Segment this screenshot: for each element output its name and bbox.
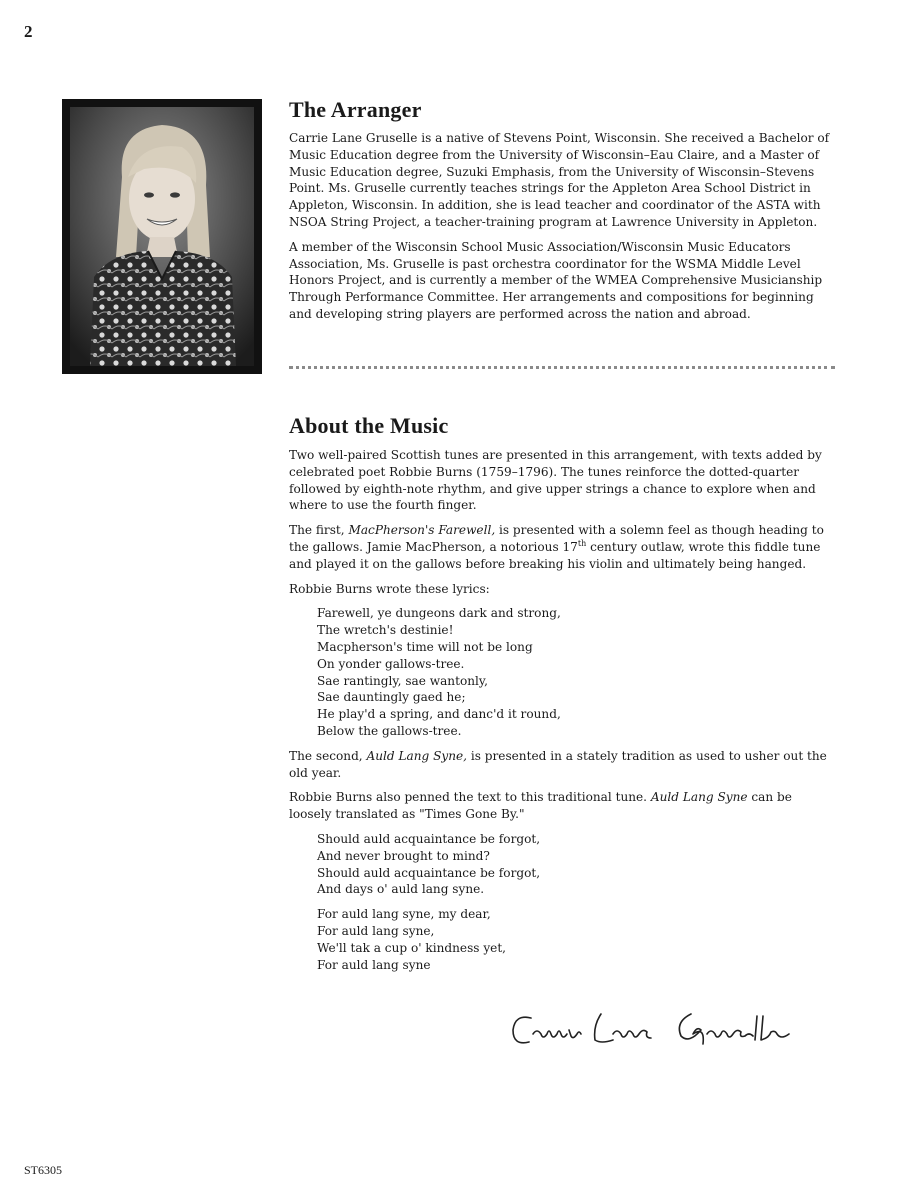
music-intro-paragraph: Two well-paired Scottish tunes are presented in this arrangement, with texts added by celebrated poet Robbie Burns (1759–1796). The tunes reinforce the dotted-quarter followed by eighth-note rhythm, and give upper strings a chance to explore when and where to use the fourth finger. xyxy=(289,448,822,513)
poem-line: We'll tak a cup o' kindness yet, xyxy=(317,940,507,955)
poem-line: The wretch's destinie! xyxy=(317,623,454,638)
tune-title: Auld Lang Syne, xyxy=(366,748,467,763)
section-divider xyxy=(289,366,835,369)
about-music-section xyxy=(289,413,837,973)
catalog-code: ST6305 xyxy=(24,1163,63,1177)
poem-line: For auld lang syne, my dear, xyxy=(317,907,491,922)
burns-paragraph: Robbie Burns also penned the text to this traditional tune. Auld Lang Syne can be loosely translated as "Times Gone By." xyxy=(289,790,792,822)
poem-line: He play'd a spring, and danc'd it round, xyxy=(317,707,561,722)
about-music-heading: About the Music xyxy=(289,413,449,438)
poem-line: Should auld acquaintance be forgot, xyxy=(317,865,541,880)
poem-line: Macpherson's time will not be long xyxy=(317,639,533,654)
second-tune-paragraph: The second, Auld Lang Syne, is presented in a stately tradition as used to usher out the old year. xyxy=(289,748,827,780)
arranger-photo xyxy=(62,99,262,374)
portrait-image xyxy=(70,107,254,366)
page-number: 2 xyxy=(24,22,33,41)
tune-title: MacPherson's Farewell, xyxy=(348,523,496,538)
poem-line: Below the gallows-tree. xyxy=(317,723,462,738)
signature xyxy=(505,1000,805,1060)
poem-line: For auld lang syne xyxy=(317,957,431,972)
poem-line: And never brought to mind? xyxy=(317,848,490,863)
poem-line: And days o' auld lang syne. xyxy=(317,882,485,897)
arranger-bio-paragraph: Carrie Lane Gruselle is a native of Stevens Point, Wisconsin. She received a Bachelor of Music Education degree from the University of Wisconsin–Eau Claire, and a Master of Music Education degree, Suzuki Emphasis, from the University of Wisconsin–Stevens Point. Ms. Gruselle currently teaches strings for the Appleton Area School District in Appleton, Wisconsin. In addition, she is lead teacher and coordinator of the ASTA with NSOA String Project, a teacher-training program at Lawrence University in Appleton. xyxy=(289,131,830,229)
poem-line: For auld lang syne, xyxy=(317,923,435,938)
arranger-heading: The Arranger xyxy=(289,97,422,122)
poem-line: Should auld acquaintance be forgot, xyxy=(317,831,541,846)
poem-auld-lang-syne-chorus xyxy=(317,906,837,973)
tune-title: Auld Lang Syne xyxy=(650,790,748,805)
poem-line: Sae dauntingly gaed he; xyxy=(317,690,466,705)
first-tune-paragraph: The first, MacPherson's Farewell, is presented with a solemn feel as though heading to the gallows. Jamie MacPherson, a notorious 17th century outlaw, wrote this fiddle tune and played it on the gallows before breaking his violin and ultimately being hanged. xyxy=(289,523,824,571)
poem-farewell xyxy=(317,605,837,739)
poem-line: Sae rantingly, sae wantonly, xyxy=(317,673,488,688)
poem-auld-lang-syne-verse xyxy=(317,831,837,898)
arranger-membership-paragraph: A member of the Wisconsin School Music Association/Wisconsin Music Educators Association, Ms. Gruselle is past orchestra coordinator for the WSMA Middle Level Honors Project, and is currently a member of the WMEA Comprehensive Musicianship Through Performance Committee. Her arrangements and compositions for beginning and developing string players are performed across the nation and abroad. xyxy=(289,239,823,321)
arranger-section xyxy=(289,97,837,323)
poem-line: Farewell, ye dungeons dark and strong, xyxy=(317,606,561,621)
poem-line: On yonder gallows-tree. xyxy=(317,656,465,671)
lyrics-intro: Robbie Burns wrote these lyrics: xyxy=(289,581,490,596)
